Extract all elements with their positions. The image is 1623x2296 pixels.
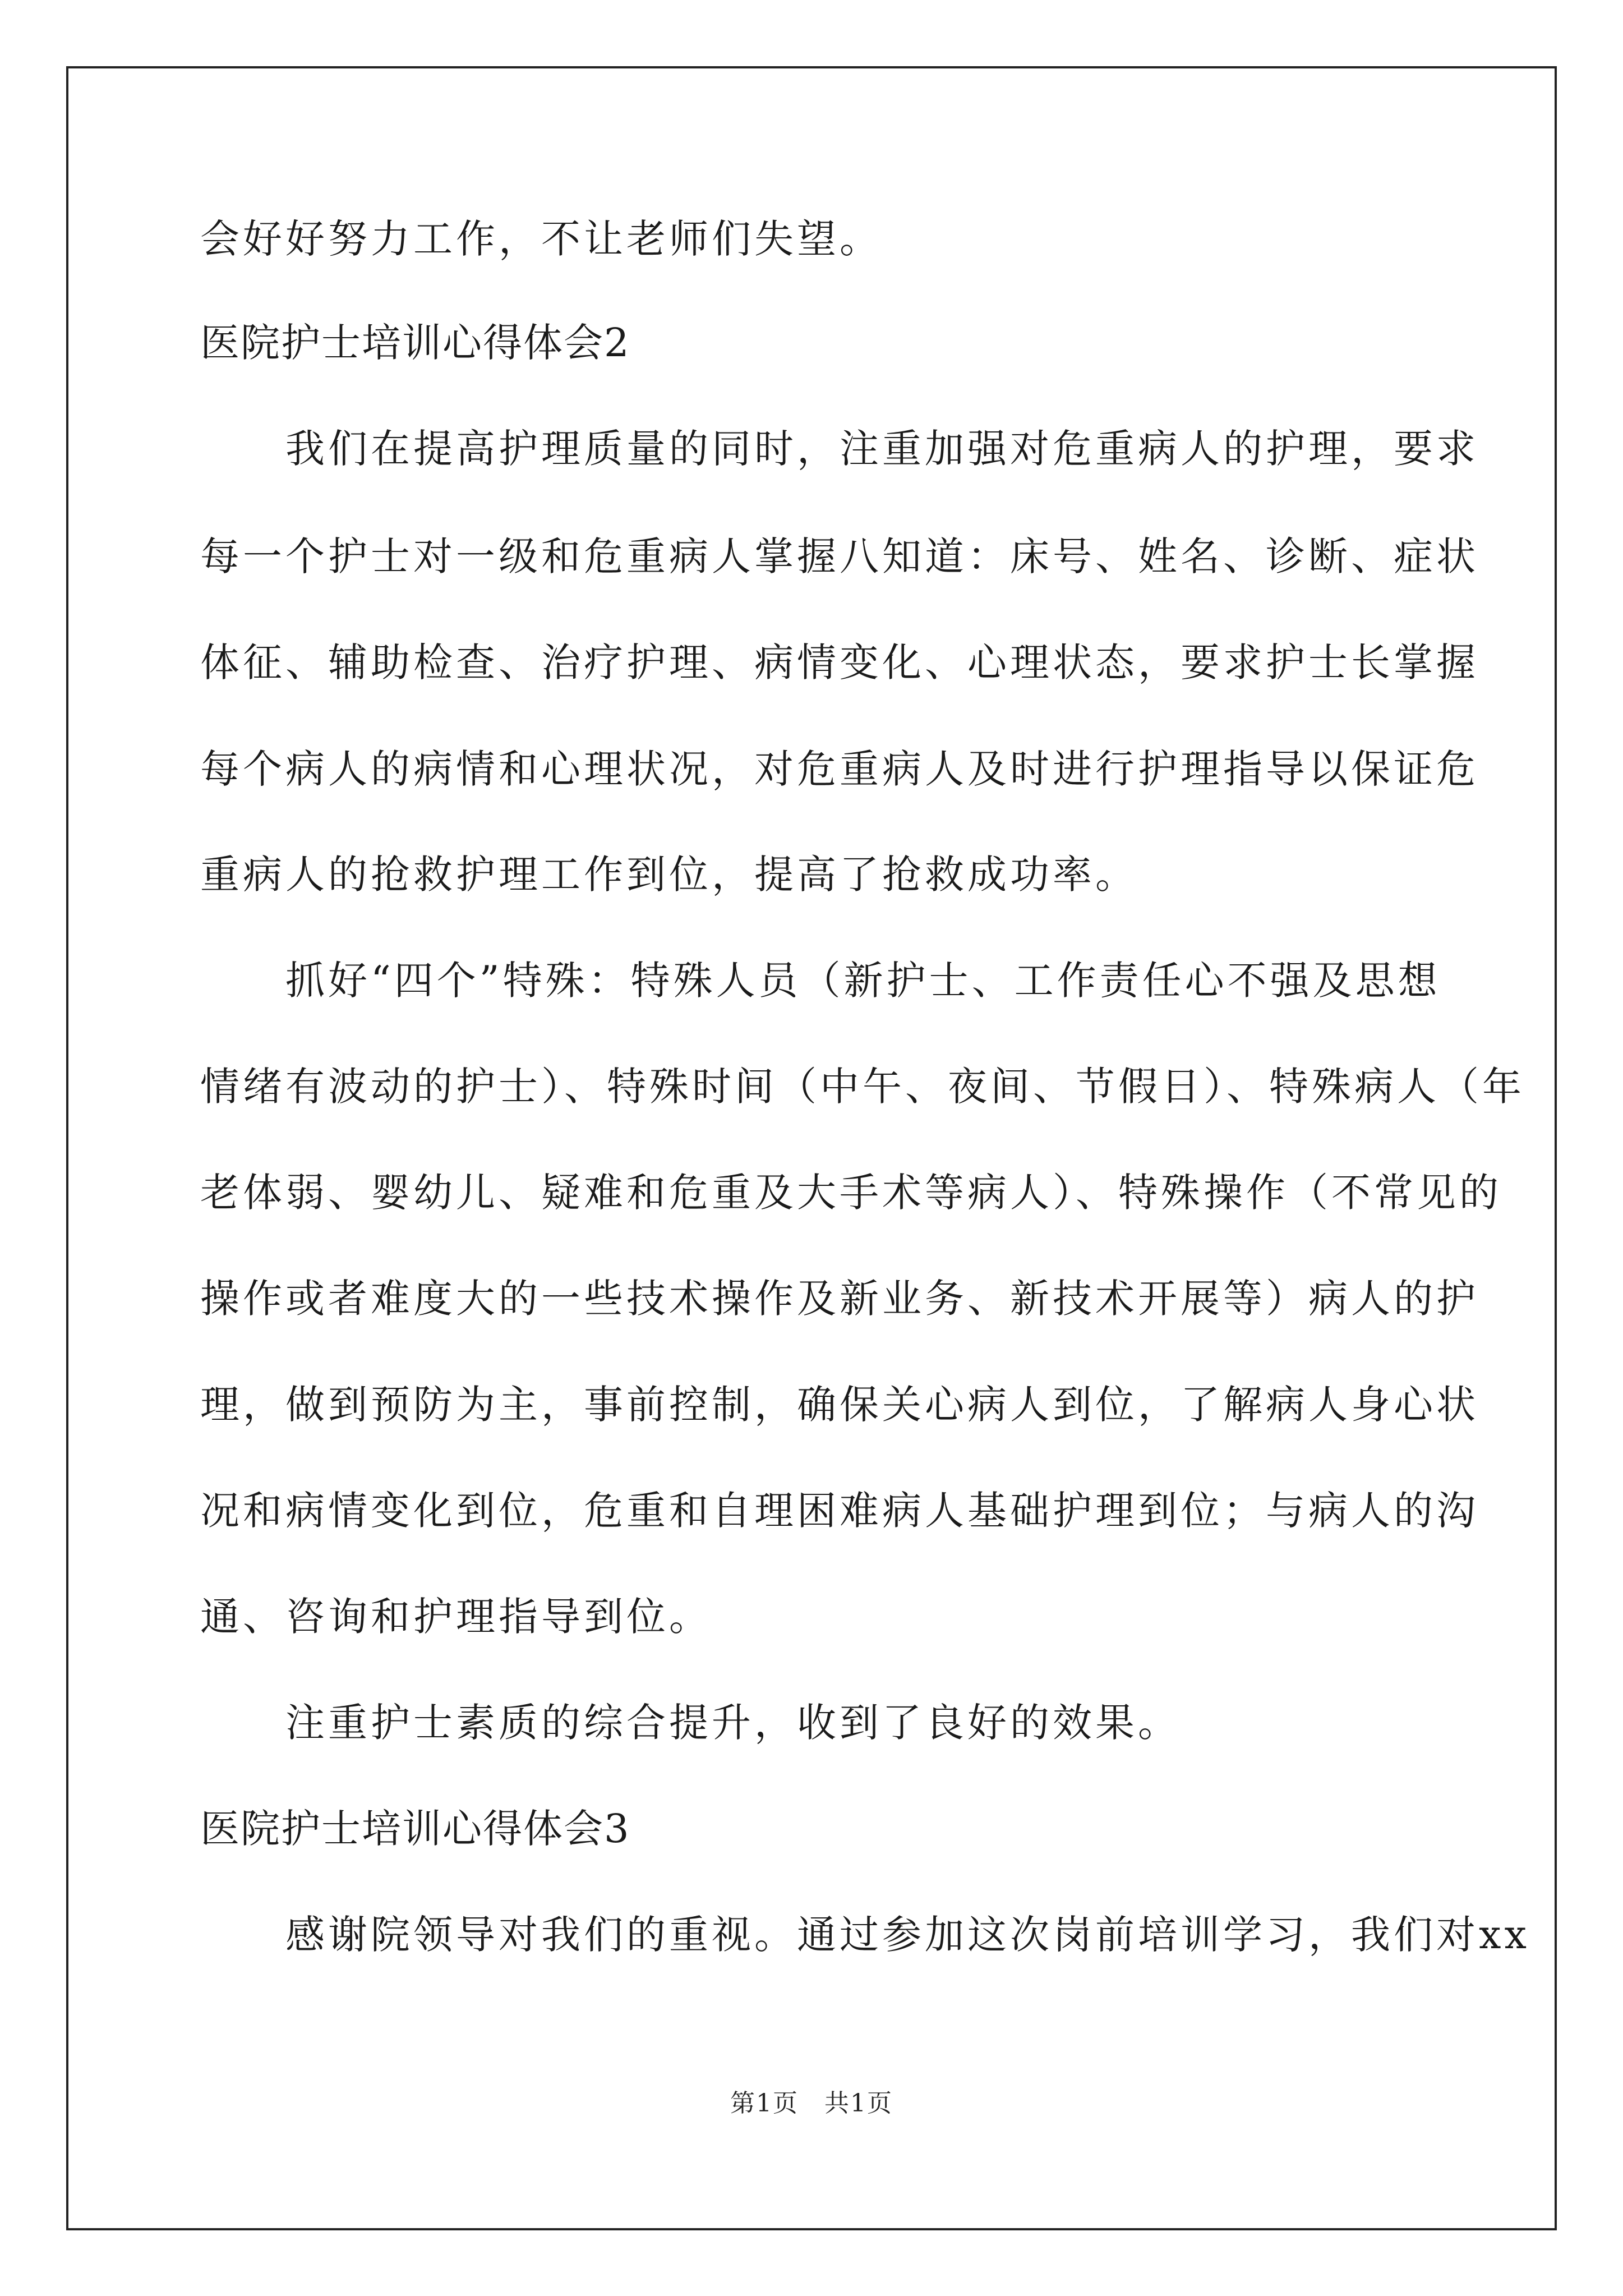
text-line: 会好好努力工作，不让老师们失望。 [200, 216, 882, 262]
text-line: 每一个护士对一级和危重病人掌握八知道：床号、姓名、诊断、症状 [200, 533, 1479, 579]
text-line: 我们在提高护理质量的同时，注重加强对危重病人的护理，要求 [200, 426, 1479, 472]
text-line: 理，做到预防为主，事前控制，确保关心病人到位，了解病人身心状 [200, 1382, 1479, 1428]
section-heading: 医院护士培训心得体会2 [200, 320, 630, 366]
page-footer: 第1页 共1页 [730, 2089, 893, 2118]
text-line: 重病人的抢救护理工作到位，提高了抢救成功率。 [200, 852, 1138, 898]
text-line: 操作或者难度大的一些技术操作及新业务、新技术开展等）病人的护 [200, 1276, 1479, 1322]
section-heading: 医院护士培训心得体会3 [200, 1806, 630, 1852]
text-line: 感谢院领导对我们的重视。通过参加这次岗前培训学习，我们对xx [200, 1912, 1530, 1958]
page-border [66, 66, 1557, 2230]
text-line: 老体弱、婴幼儿、疑难和危重及大手术等病人）、特殊操作（不常见的 [200, 1170, 1502, 1216]
text-line: 通、咨询和护理指导到位。 [200, 1594, 712, 1640]
text-line: 体征、辅助检查、治疗护理、病情变化、心理状态，要求护士长掌握 [200, 639, 1479, 685]
text-line: 注重护士素质的综合提升，收到了良好的效果。 [200, 1700, 1181, 1746]
text-line: 抓好“四个”特殊：特殊人员（新护士、工作责任心不强及思想 [200, 958, 1441, 1004]
text-line: 况和病情变化到位，危重和自理困难病人基础护理到位；与病人的沟 [200, 1488, 1479, 1534]
text-line: 情绪有波动的护士）、特殊时间（中午、夜间、节假日）、特殊病人（年 [200, 1064, 1525, 1110]
text-line: 每个病人的病情和心理状况，对危重病人及时进行护理指导以保证危 [200, 746, 1479, 792]
